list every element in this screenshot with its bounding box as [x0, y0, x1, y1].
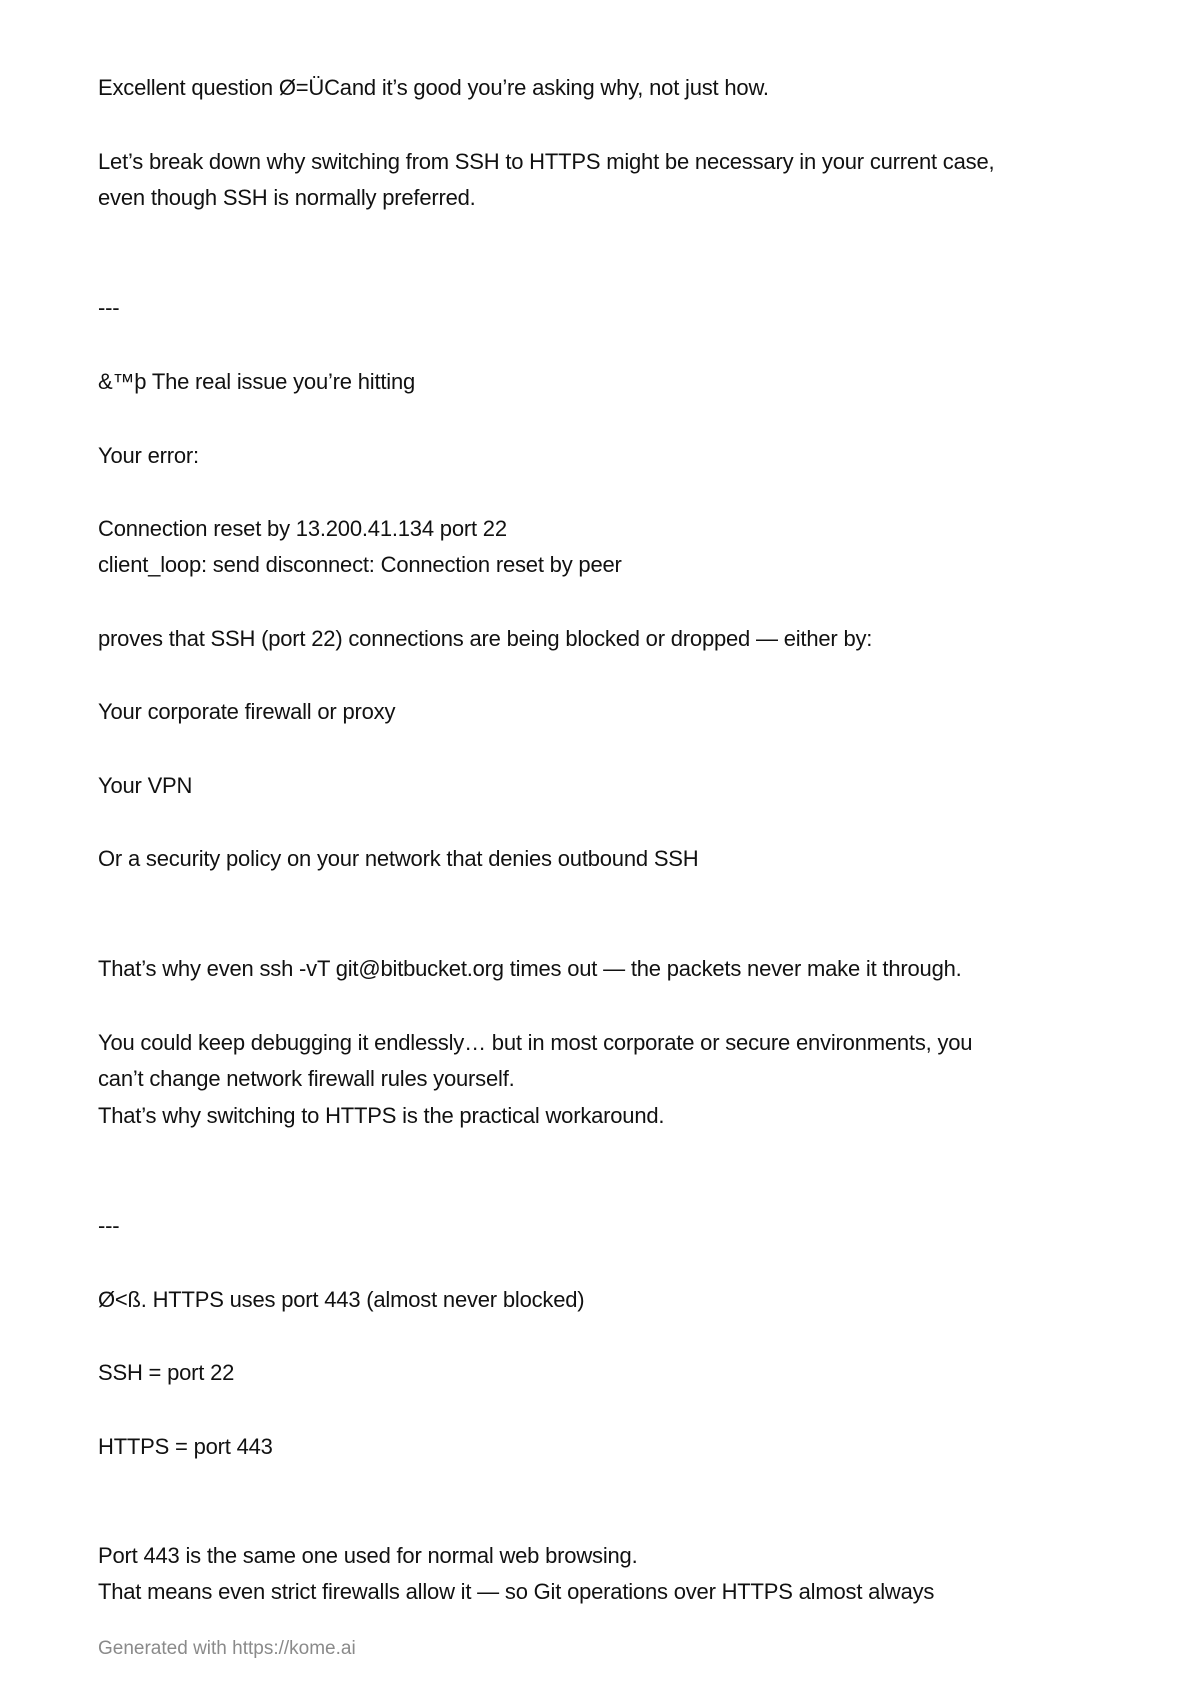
proves-line: proves that SSH (port 22) connections are being blocked or dropped — either by: [98, 626, 873, 651]
breakdown-line-2: even though SSH is normally preferred. [98, 185, 476, 210]
generated-footer: Generated with https://kome.ai [98, 1638, 356, 1659]
timeout-line: That’s why even ssh -vT git@bitbucket.org times out — the packets never make it through. [98, 956, 962, 981]
debug-line-1: You could keep debugging it endlessly… but in most corporate or secure environments, you [98, 1030, 973, 1055]
divider-1: --- [98, 295, 120, 320]
cause-item-vpn: Your VPN [98, 773, 193, 798]
error-line-1: Connection reset by 13.200.41.134 port 22 [98, 516, 507, 541]
divider-2: --- [98, 1213, 120, 1238]
intro-line: Excellent question Ø=ÜCand it’s good you’re asking why, not just how. [98, 75, 769, 100]
breakdown-line-1: Let’s break down why switching from SSH to HTTPS might be necessary in your current case, [98, 149, 995, 174]
cause-item-firewall: Your corporate firewall or proxy [98, 699, 396, 724]
port-443-line: Port 443 is the same one used for normal web browsing. [98, 1543, 638, 1568]
section-heading-https: Ø<ß. HTTPS uses port 443 (almost never blocked) [98, 1287, 585, 1312]
workaround-line: That’s why switching to HTTPS is the practical workaround. [98, 1103, 665, 1128]
section-heading-issue: &™þ The real issue you’re hitting [98, 369, 416, 394]
error-line-2: client_loop: send disconnect: Connection reset by peer [98, 552, 622, 577]
firewall-allow-line: That means even strict firewalls allow it — so Git operations over HTTPS almost always [98, 1579, 935, 1604]
debug-line-2: can’t change network firewall rules yourself. [98, 1066, 515, 1091]
error-label: Your error: [98, 443, 199, 468]
ssh-port-line: SSH = port 22 [98, 1360, 235, 1385]
cause-item-policy: Or a security policy on your network that denies outbound SSH [98, 846, 699, 871]
https-port-line: HTTPS = port 443 [98, 1434, 273, 1459]
